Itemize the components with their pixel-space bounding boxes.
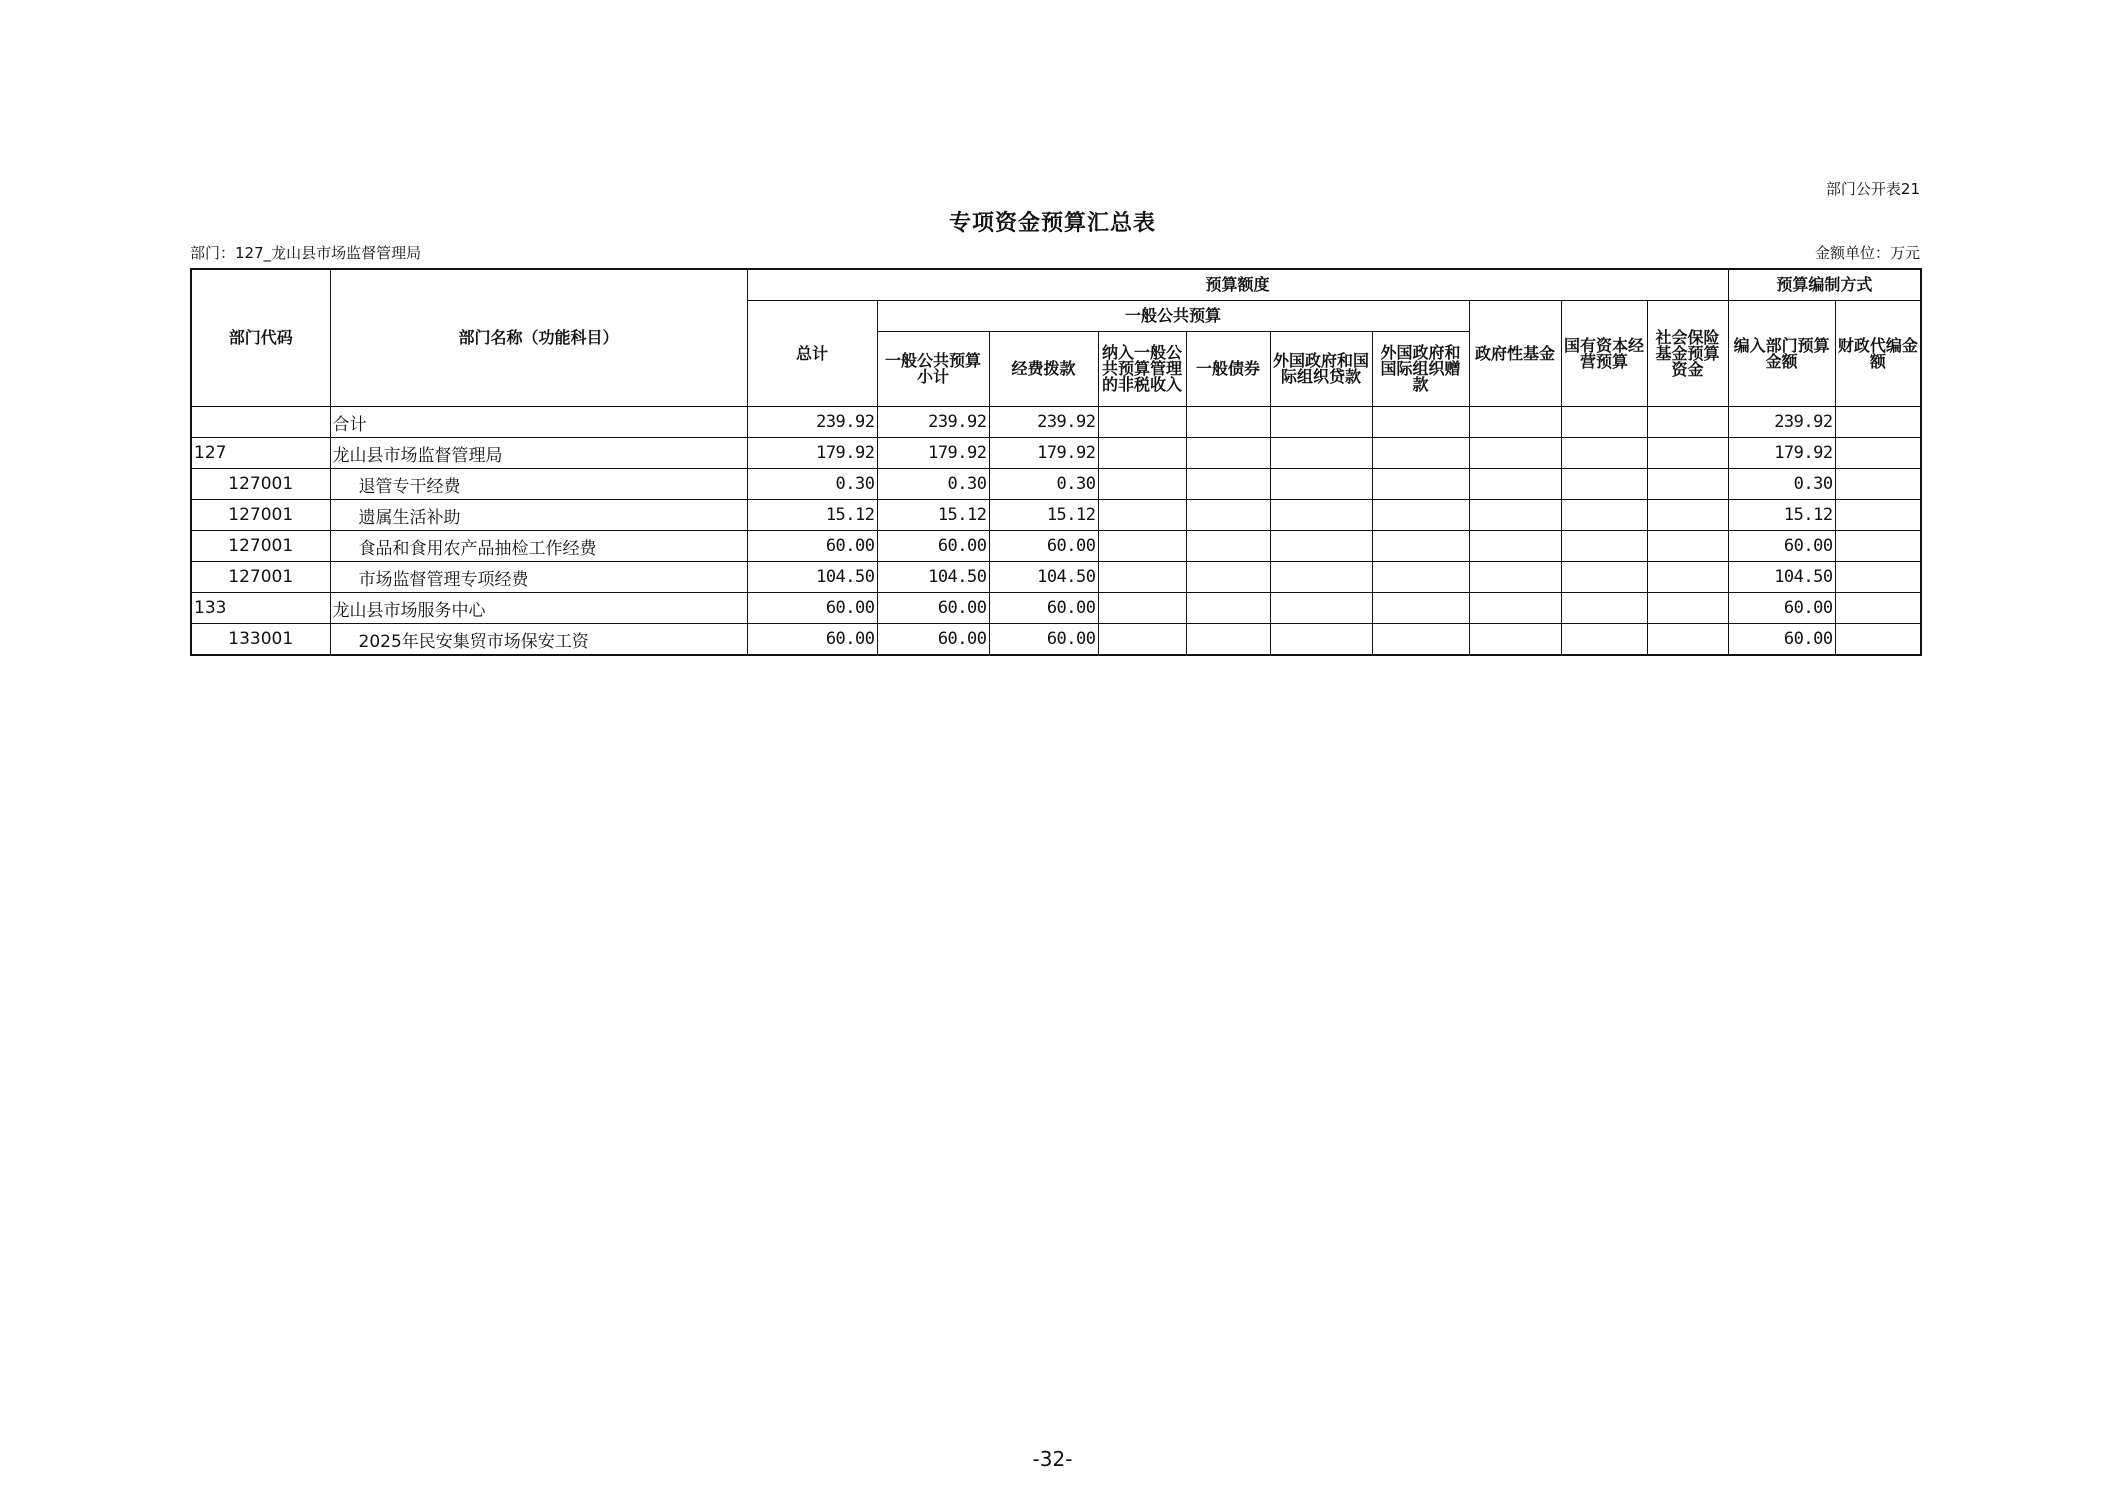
cell-state-capital (1561, 562, 1647, 593)
cell-non-tax-income (1098, 500, 1186, 531)
header-dept-budget-amount: 编入部门预算金额 (1728, 301, 1835, 407)
cell-funding-allocation: 60.00 (989, 593, 1098, 624)
cell-dept-budget-amount: 0.30 (1728, 469, 1835, 500)
cell-total: 60.00 (747, 624, 877, 656)
header-funding-allocation: 经费拨款 (989, 332, 1098, 407)
header-foreign-loans: 外国政府和国际组织贷款 (1270, 332, 1372, 407)
cell-dept-budget-amount: 239.92 (1728, 407, 1835, 438)
cell-finance-agent-amount (1835, 531, 1921, 562)
cell-general-bonds (1186, 531, 1270, 562)
table-row (191, 407, 1921, 438)
header-gpb-subtotal: 一般公共预算小计 (877, 332, 989, 407)
cell-non-tax-income (1098, 469, 1186, 500)
header-state-capital: 国有资本经营预算 (1561, 301, 1647, 407)
budget-table (190, 268, 1922, 656)
cell-non-tax-income (1098, 407, 1186, 438)
cell-foreign-loans (1270, 562, 1372, 593)
cell-general-bonds (1186, 438, 1270, 469)
cell-government-fund (1469, 469, 1561, 500)
cell-total: 179.92 (747, 438, 877, 469)
cell-social-insurance (1647, 562, 1728, 593)
cell-dept-name: 食品和食用农产品抽检工作经费 (330, 531, 747, 562)
cell-state-capital (1561, 469, 1647, 500)
cell-total: 15.12 (747, 500, 877, 531)
cell-dept-budget-amount: 179.92 (1728, 438, 1835, 469)
cell-total: 104.50 (747, 562, 877, 593)
cell-funding-allocation: 104.50 (989, 562, 1098, 593)
cell-foreign-grants (1372, 593, 1469, 624)
cell-gpb-subtotal: 60.00 (877, 624, 989, 656)
cell-finance-agent-amount (1835, 438, 1921, 469)
cell-dept-code: 127001 (191, 562, 330, 593)
cell-social-insurance (1647, 438, 1728, 469)
header-budget-quota: 预算额度 (747, 269, 1728, 301)
cell-funding-allocation: 179.92 (989, 438, 1098, 469)
table-row (191, 593, 1921, 624)
cell-dept-name: 市场监督管理专项经费 (330, 562, 747, 593)
cell-government-fund (1469, 438, 1561, 469)
cell-non-tax-income (1098, 562, 1186, 593)
page-title: 专项资金预算汇总表 (948, 211, 1156, 236)
cell-gpb-subtotal: 179.92 (877, 438, 989, 469)
cell-dept-budget-amount: 60.00 (1728, 531, 1835, 562)
table-row (191, 562, 1921, 593)
cell-government-fund (1469, 531, 1561, 562)
table-body (191, 407, 1921, 656)
table-row (191, 531, 1921, 562)
cell-foreign-loans (1270, 624, 1372, 656)
cell-gpb-subtotal: 15.12 (877, 500, 989, 531)
cell-government-fund (1469, 624, 1561, 656)
cell-foreign-loans (1270, 469, 1372, 500)
cell-dept-code: 127001 (191, 531, 330, 562)
cell-dept-code: 127001 (191, 469, 330, 500)
cell-foreign-grants (1372, 500, 1469, 531)
cell-government-fund (1469, 500, 1561, 531)
cell-state-capital (1561, 624, 1647, 656)
cell-dept-code: 133001 (191, 624, 330, 656)
cell-state-capital (1561, 500, 1647, 531)
cell-state-capital (1561, 531, 1647, 562)
header-general-bonds: 一般债券 (1186, 332, 1270, 407)
cell-dept-budget-amount: 60.00 (1728, 624, 1835, 656)
cell-finance-agent-amount (1835, 593, 1921, 624)
cell-foreign-loans (1270, 407, 1372, 438)
cell-social-insurance (1647, 469, 1728, 500)
cell-foreign-loans (1270, 531, 1372, 562)
cell-foreign-loans (1270, 593, 1372, 624)
cell-government-fund (1469, 407, 1561, 438)
header-finance-agent-amount: 财政代编金额 (1835, 301, 1921, 407)
table-row (191, 500, 1921, 531)
cell-general-bonds (1186, 624, 1270, 656)
cell-dept-name: 退管专干经费 (330, 469, 747, 500)
cell-dept-code: 127001 (191, 500, 330, 531)
cell-foreign-grants (1372, 562, 1469, 593)
cell-gpb-subtotal: 60.00 (877, 593, 989, 624)
header-dept-code: 部门代码 (191, 269, 330, 407)
cell-dept-name: 2025年民安集贸市场保安工资 (330, 624, 747, 656)
header-dept-name: 部门名称（功能科目） (330, 269, 747, 407)
cell-government-fund (1469, 562, 1561, 593)
department-label: 部门：127_龙山县市场监督管理局 (190, 244, 422, 262)
cell-foreign-grants (1372, 438, 1469, 469)
cell-funding-allocation: 60.00 (989, 531, 1098, 562)
cell-non-tax-income (1098, 624, 1186, 656)
cell-general-bonds (1186, 593, 1270, 624)
header-non-tax-income: 纳入一般公共预算管理的非税收入 (1098, 332, 1186, 407)
cell-state-capital (1561, 407, 1647, 438)
cell-general-bonds (1186, 500, 1270, 531)
cell-non-tax-income (1098, 593, 1186, 624)
cell-total: 239.92 (747, 407, 877, 438)
cell-foreign-grants (1372, 407, 1469, 438)
table-row (191, 624, 1921, 656)
cell-funding-allocation: 60.00 (989, 624, 1098, 656)
cell-social-insurance (1647, 407, 1728, 438)
form-number: 部门公开表21 (1825, 180, 1920, 198)
cell-dept-code: 127 (191, 438, 330, 469)
cell-foreign-loans (1270, 500, 1372, 531)
cell-general-bonds (1186, 407, 1270, 438)
cell-dept-name: 龙山县市场服务中心 (330, 593, 747, 624)
header-general-public-budget: 一般公共预算 (877, 301, 1469, 332)
cell-finance-agent-amount (1835, 500, 1921, 531)
cell-total: 60.00 (747, 531, 877, 562)
cell-social-insurance (1647, 500, 1728, 531)
cell-foreign-grants (1372, 624, 1469, 656)
cell-finance-agent-amount (1835, 562, 1921, 593)
cell-foreign-grants (1372, 531, 1469, 562)
cell-general-bonds (1186, 562, 1270, 593)
cell-state-capital (1561, 438, 1647, 469)
header-foreign-grants: 外国政府和国际组织赠款 (1372, 332, 1469, 407)
header-total: 总计 (747, 301, 877, 407)
header-social-insurance: 社会保险基金预算资金 (1647, 301, 1728, 407)
cell-funding-allocation: 15.12 (989, 500, 1098, 531)
cell-foreign-loans (1270, 438, 1372, 469)
cell-government-fund (1469, 593, 1561, 624)
header-budget-method: 预算编制方式 (1728, 269, 1921, 301)
cell-gpb-subtotal: 60.00 (877, 531, 989, 562)
cell-state-capital (1561, 593, 1647, 624)
cell-dept-name: 龙山县市场监督管理局 (330, 438, 747, 469)
cell-total: 60.00 (747, 593, 877, 624)
cell-dept-budget-amount: 104.50 (1728, 562, 1835, 593)
unit-label: 金额单位：万元 (1814, 244, 1920, 262)
cell-funding-allocation: 0.30 (989, 469, 1098, 500)
cell-social-insurance (1647, 624, 1728, 656)
cell-funding-allocation: 239.92 (989, 407, 1098, 438)
cell-finance-agent-amount (1835, 407, 1921, 438)
cell-general-bonds (1186, 469, 1270, 500)
cell-dept-code: 133 (191, 593, 330, 624)
cell-total: 0.30 (747, 469, 877, 500)
cell-social-insurance (1647, 531, 1728, 562)
cell-dept-budget-amount: 15.12 (1728, 500, 1835, 531)
header-government-fund: 政府性基金 (1469, 301, 1561, 407)
cell-finance-agent-amount (1835, 469, 1921, 500)
cell-dept-code (191, 407, 330, 438)
table-row (191, 438, 1921, 469)
cell-gpb-subtotal: 0.30 (877, 469, 989, 500)
cell-finance-agent-amount (1835, 624, 1921, 656)
cell-dept-name: 合计 (330, 407, 747, 438)
table-row (191, 469, 1921, 500)
cell-non-tax-income (1098, 531, 1186, 562)
cell-foreign-grants (1372, 469, 1469, 500)
cell-gpb-subtotal: 239.92 (877, 407, 989, 438)
page-number: -32- (1032, 1447, 1073, 1471)
cell-dept-name: 遗属生活补助 (330, 500, 747, 531)
cell-non-tax-income (1098, 438, 1186, 469)
cell-gpb-subtotal: 104.50 (877, 562, 989, 593)
cell-dept-budget-amount: 60.00 (1728, 593, 1835, 624)
cell-social-insurance (1647, 593, 1728, 624)
